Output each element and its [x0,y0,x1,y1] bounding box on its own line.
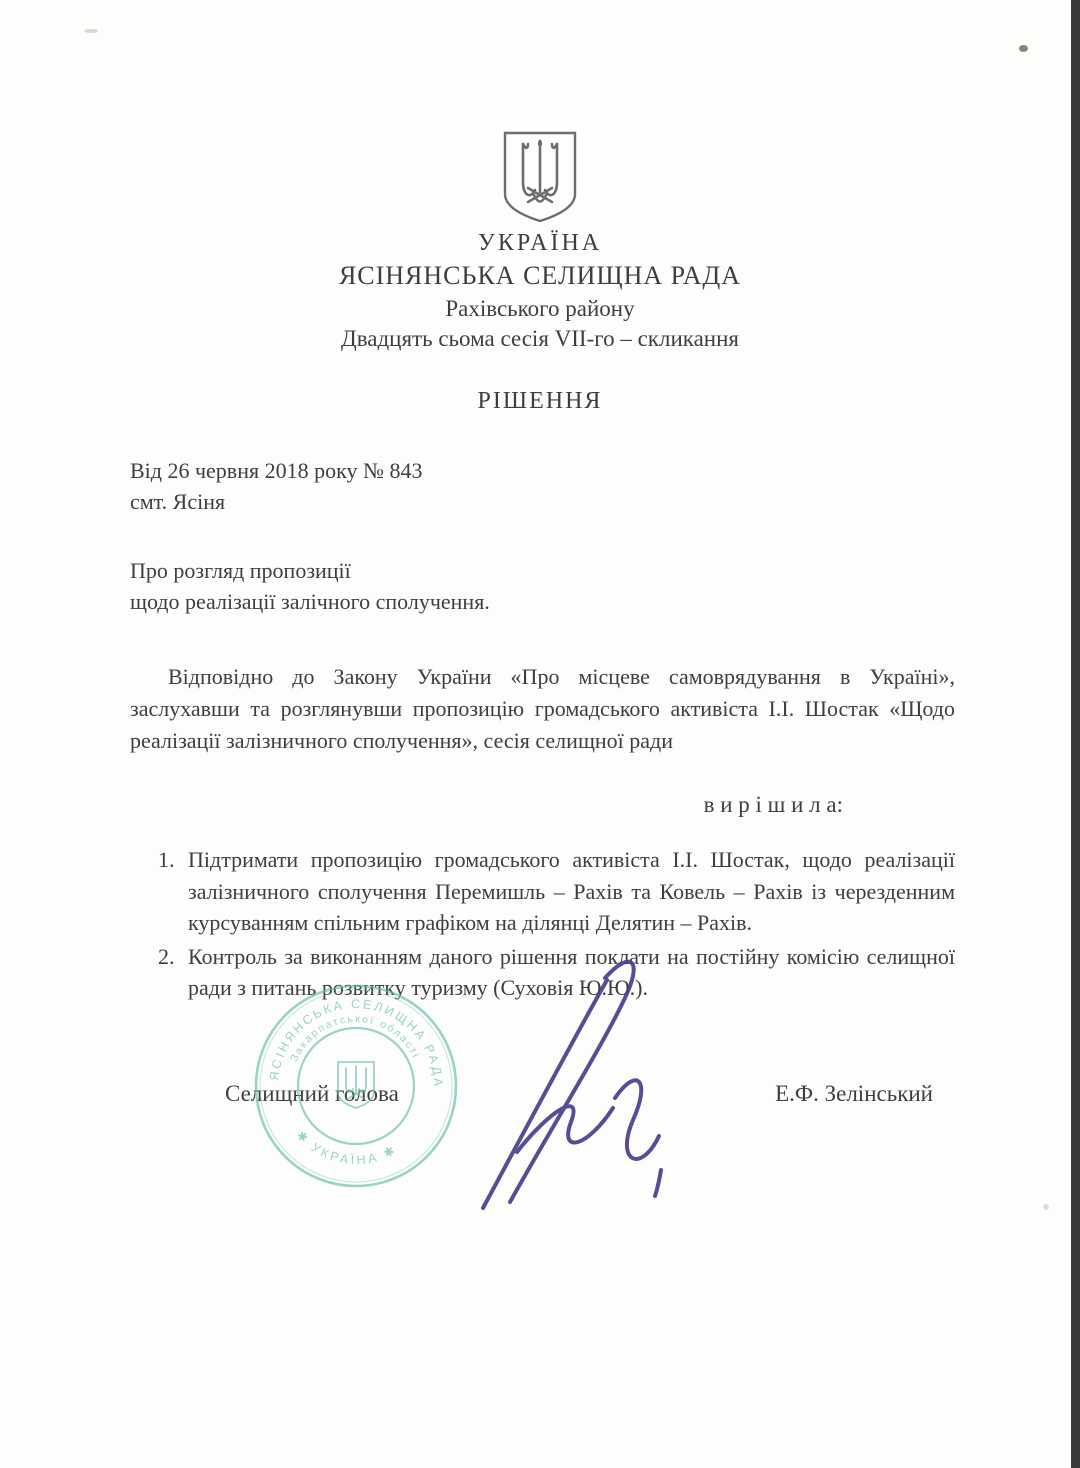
scan-edge-shadow [1071,0,1080,1468]
list-item [158,844,955,939]
scan-speck [1043,1204,1049,1210]
list-item-number: 2. [158,943,175,969]
doc-subject-line-2: щодо реалізації залічного сполучення. [130,589,490,614]
doc-district: Рахівського району [445,296,635,321]
handwritten-signature [455,940,685,1230]
seal-ring-text-inner: Закарпатської області [288,1012,423,1064]
ukraine-trident-emblem-icon [501,130,579,224]
doc-session-line: Двадцять сьома сесія VII-го – скликання [341,326,739,351]
doc-decision-word: в и р і ш и л а: [703,792,843,817]
svg-text:✱ УКРАЇНА ✱ [294,1128,400,1167]
round-council-seal-stamp [250,980,462,1192]
doc-type-title: РІШЕННЯ [477,388,603,414]
list-item-number: 1. [158,847,175,872]
doc-council-name: ЯСІНЯНСЬКА СЕЛИЩНА РАДА [338,261,742,290]
seal-ring-text-top: ЯСІНЯНСЬКА СЕЛИЩНА РАДА [267,996,446,1089]
scan-speck [84,29,98,33]
seal-trident-icon [338,1062,374,1108]
doc-country: УКРАЇНА [477,230,603,256]
doc-body-paragraph: Відповідно до Закону України «Про місцеве самоврядування в Україні», заслухавши та розглянувши пропозицію громадського активіста І.І. Шостак «Щодо реалізації залізничного сполучення», сесія селищної ради [130,664,955,753]
doc-date-number-line: Від 26 червня 2018 року № 843 [130,458,423,483]
scan-speck [1019,45,1028,52]
signer-title: Селищний голова [225,1080,399,1106]
doc-place: смт. Ясіня [130,489,226,514]
list-item-text: Підтримати пропозицію громадського активіста І.І. Шостак, щодо реалізації залізничного сполучення Перемишль – Рахів та Ковель – Рахів із черезденним курсуванням спільним графіком на ділянці Делятин – Рахів. [188,847,955,935]
seal-ring-text-bottom: ✱ УКРАЇНА ✱ [293,1128,400,1168]
signer-name: Е.Ф. Зелінський [775,1080,933,1106]
list-item-text: Контроль за виконанням даного рішення поклати на постійну комісію селищної ради з питань розвитку туризму (Суховія Ю.Ю.). [188,943,955,1000]
doc-subject-line-1: Про розгляд пропозиції [130,558,351,583]
